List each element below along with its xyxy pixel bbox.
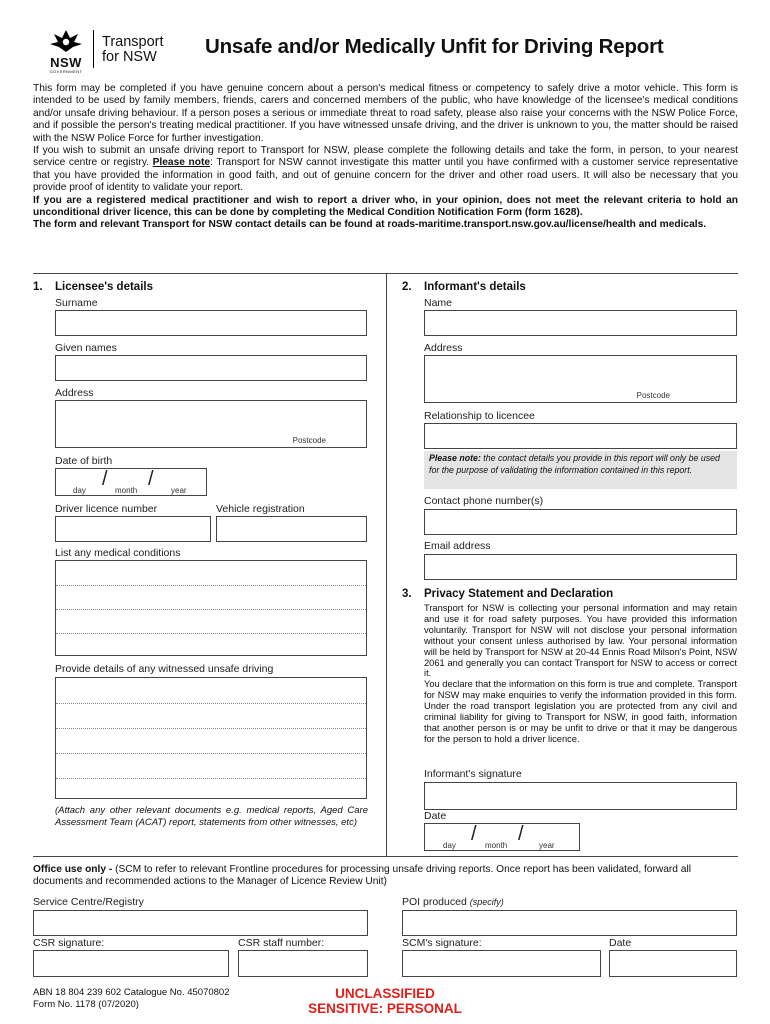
- abn-text: ABN 18 804 239 602 Catalogue No. 45070802: [33, 987, 230, 998]
- witnessed-driving-label: Provide details of any witnessed unsafe driving: [55, 663, 274, 675]
- relationship-field[interactable]: [424, 423, 737, 449]
- given-names-field[interactable]: [55, 355, 367, 381]
- privacy-paragraph-2: You declare that the information on this form is true and complete. Transport for NSW may make enquiries to verify the information provided in this form. Under the road transport legislation you are protected from any civil and criminal liability for giving to Transport for NSW, in good faith, information that another person is or may be unfit to drive or that it may be dangerous for the person to hold a driver licence.: [424, 679, 737, 744]
- intro-paragraph-2: If you wish to submit an unsafe driving report to Transport for NSW, please complete the following details and take the form, in person, to your nearest service centre or registry. Please note: Transport for NSW cannot investigate this matter until you have confirmed with a customer service representative that you have provided the information in good faith, and out of genuine concern for the driver and other road users. It will also be necessary that you provide proof of identity to validate your report.: [33, 145, 739, 194]
- section-divider-bottom: [33, 856, 738, 857]
- informant-address-field[interactable]: [424, 355, 737, 403]
- declaration-date-slash-2: /: [518, 823, 524, 845]
- vehicle-rego-field[interactable]: [216, 516, 367, 542]
- licensee-address-label: Address: [55, 387, 94, 399]
- attach-note: (Attach any other relevant documents e.g. medical reports, Aged Care Assessment Team (ACAT) report, statements from other witnesses, etc): [55, 805, 368, 828]
- intro-paragraph-4: The form and relevant Transport for NSW contact details can be found at roads-maritime.transport.nsw.gov.au/license/health and medicals.: [33, 219, 707, 231]
- declaration-month-label: month: [485, 841, 508, 850]
- column-divider: [386, 273, 387, 856]
- scm-signature-field[interactable]: [402, 950, 601, 977]
- office-date-label: Date: [609, 937, 632, 949]
- dob-slash-1: /: [102, 468, 108, 490]
- informant-postcode-label: Postcode: [636, 391, 670, 400]
- logo-divider: [93, 30, 94, 68]
- dob-slash-2: /: [148, 468, 154, 490]
- page-title: Unsafe and/or Medically Unfit for Driving Report: [205, 35, 664, 58]
- dob-day-label: day: [73, 486, 86, 495]
- surname-label: Surname: [55, 297, 98, 309]
- intro-paragraph-3: If you are a registered medical practitioner and wish to report a driver who, in your opinion, does not meet the relevant criteria to hold an unconditional driver licence, this can be done by completing the Medical Condition Notification Form (form 1628).: [33, 194, 738, 219]
- csr-signature-field[interactable]: [33, 950, 229, 977]
- informant-address-label: Address: [424, 342, 463, 354]
- phone-field[interactable]: [424, 509, 737, 535]
- scm-signature-label: SCM's signature:: [402, 937, 482, 949]
- dob-year-label: year: [171, 486, 187, 495]
- classification-label: UNCLASSIFIED SENSITIVE: PERSONAL: [308, 986, 462, 1016]
- intro-paragraph-1: This form may be completed if you have genuine concern about a person's medical fitness or competency to safely drive a motor vehicle. This form is intended to be used by family members, friends, carers and concerned members of the public, who have knowledge of the licensee's medical conditions and/or unsafe driving behaviour. If a person poses a serious or immediate threat to road safety, please also raise your concerns with the NSW Police Force, and if possible the person's treating medical practitioner. If you have witnessed unsafe driving, and the driver is unknown to you, the matter should be raised with the NSW Police Force for further investigation.: [33, 83, 738, 144]
- dob-label: Date of birth: [55, 455, 113, 467]
- service-centre-label: Service Centre/Registry: [33, 896, 144, 908]
- licensee-heading: 1. Licensee's details: [33, 281, 153, 293]
- privacy-heading: 3. Privacy Statement and Declaration: [402, 588, 614, 600]
- declaration-day-label: day: [443, 841, 456, 850]
- email-field[interactable]: [424, 554, 737, 580]
- office-use-text: Office use only - (SCM to refer to relevant Frontline procedures for processing unsafe driving reports. Once report has been validated, forward all documents and recommended actions to the Manager of Licence Review Unit): [33, 864, 691, 888]
- csr-signature-label: CSR signature:: [33, 937, 105, 949]
- service-centre-field[interactable]: [33, 910, 368, 936]
- surname-field[interactable]: [55, 310, 367, 336]
- licensee-address-field[interactable]: [55, 400, 367, 448]
- dob-field[interactable]: [55, 468, 207, 496]
- declaration-date-slash-1: /: [471, 823, 477, 845]
- csr-staff-label: CSR staff number:: [238, 937, 325, 949]
- licensee-postcode-label: Postcode: [292, 436, 326, 445]
- informant-name-label: Name: [424, 297, 453, 309]
- medical-conditions-field[interactable]: [55, 560, 367, 656]
- office-date-field[interactable]: [609, 950, 737, 977]
- waratah-icon: [44, 28, 88, 54]
- medical-conditions-label: List any medical conditions: [55, 547, 181, 559]
- informant-signature-field[interactable]: [424, 782, 737, 810]
- informant-name-field[interactable]: [424, 310, 737, 336]
- witnessed-driving-field[interactable]: [55, 677, 367, 799]
- licence-number-field[interactable]: [55, 516, 211, 542]
- declaration-date-label: Date: [424, 810, 447, 822]
- privacy-text: [424, 603, 737, 745]
- informant-heading: 2. Informant's details: [402, 281, 526, 293]
- nsw-logo: NSW GOVERNMENT: [44, 28, 88, 68]
- given-names-label: Given names: [55, 342, 117, 354]
- contact-note-panel: Please note: the contact details you provide in this report will only be used for the purpose of validating the information contained in this report.: [424, 451, 737, 489]
- licence-number-label: Driver licence number: [55, 503, 158, 515]
- declaration-year-label: year: [539, 841, 555, 850]
- phone-label: Contact phone number(s): [424, 495, 544, 507]
- declaration-date-field[interactable]: [424, 823, 580, 851]
- poi-field[interactable]: [402, 910, 737, 936]
- vehicle-rego-label: Vehicle registration: [216, 503, 305, 515]
- form-number: Form No. 1178 (07/2020): [33, 999, 139, 1010]
- relationship-label: Relationship to licencee: [424, 410, 535, 422]
- poi-label: POI produced (specify): [402, 896, 504, 908]
- privacy-paragraph-1: Transport for NSW is collecting your personal information and may retain and use it for road safety purposes. You have provided this information voluntarily. Transport for NSW will not disclose your personal information without your consent unless authorised by law. Your personal information will be held by Transport for NSW at 20-44 Ennis Road Milson's Point, NSW 2061 and generally you can contact Transport for NSW to access or correct it.: [424, 603, 737, 679]
- informant-signature-label: Informant's signature: [424, 768, 522, 780]
- csr-staff-field[interactable]: [238, 950, 368, 977]
- dob-month-label: month: [115, 486, 138, 495]
- email-label: Email address: [424, 540, 491, 552]
- intro-text: [33, 83, 738, 232]
- transport-brand: Transport for NSW: [102, 34, 164, 65]
